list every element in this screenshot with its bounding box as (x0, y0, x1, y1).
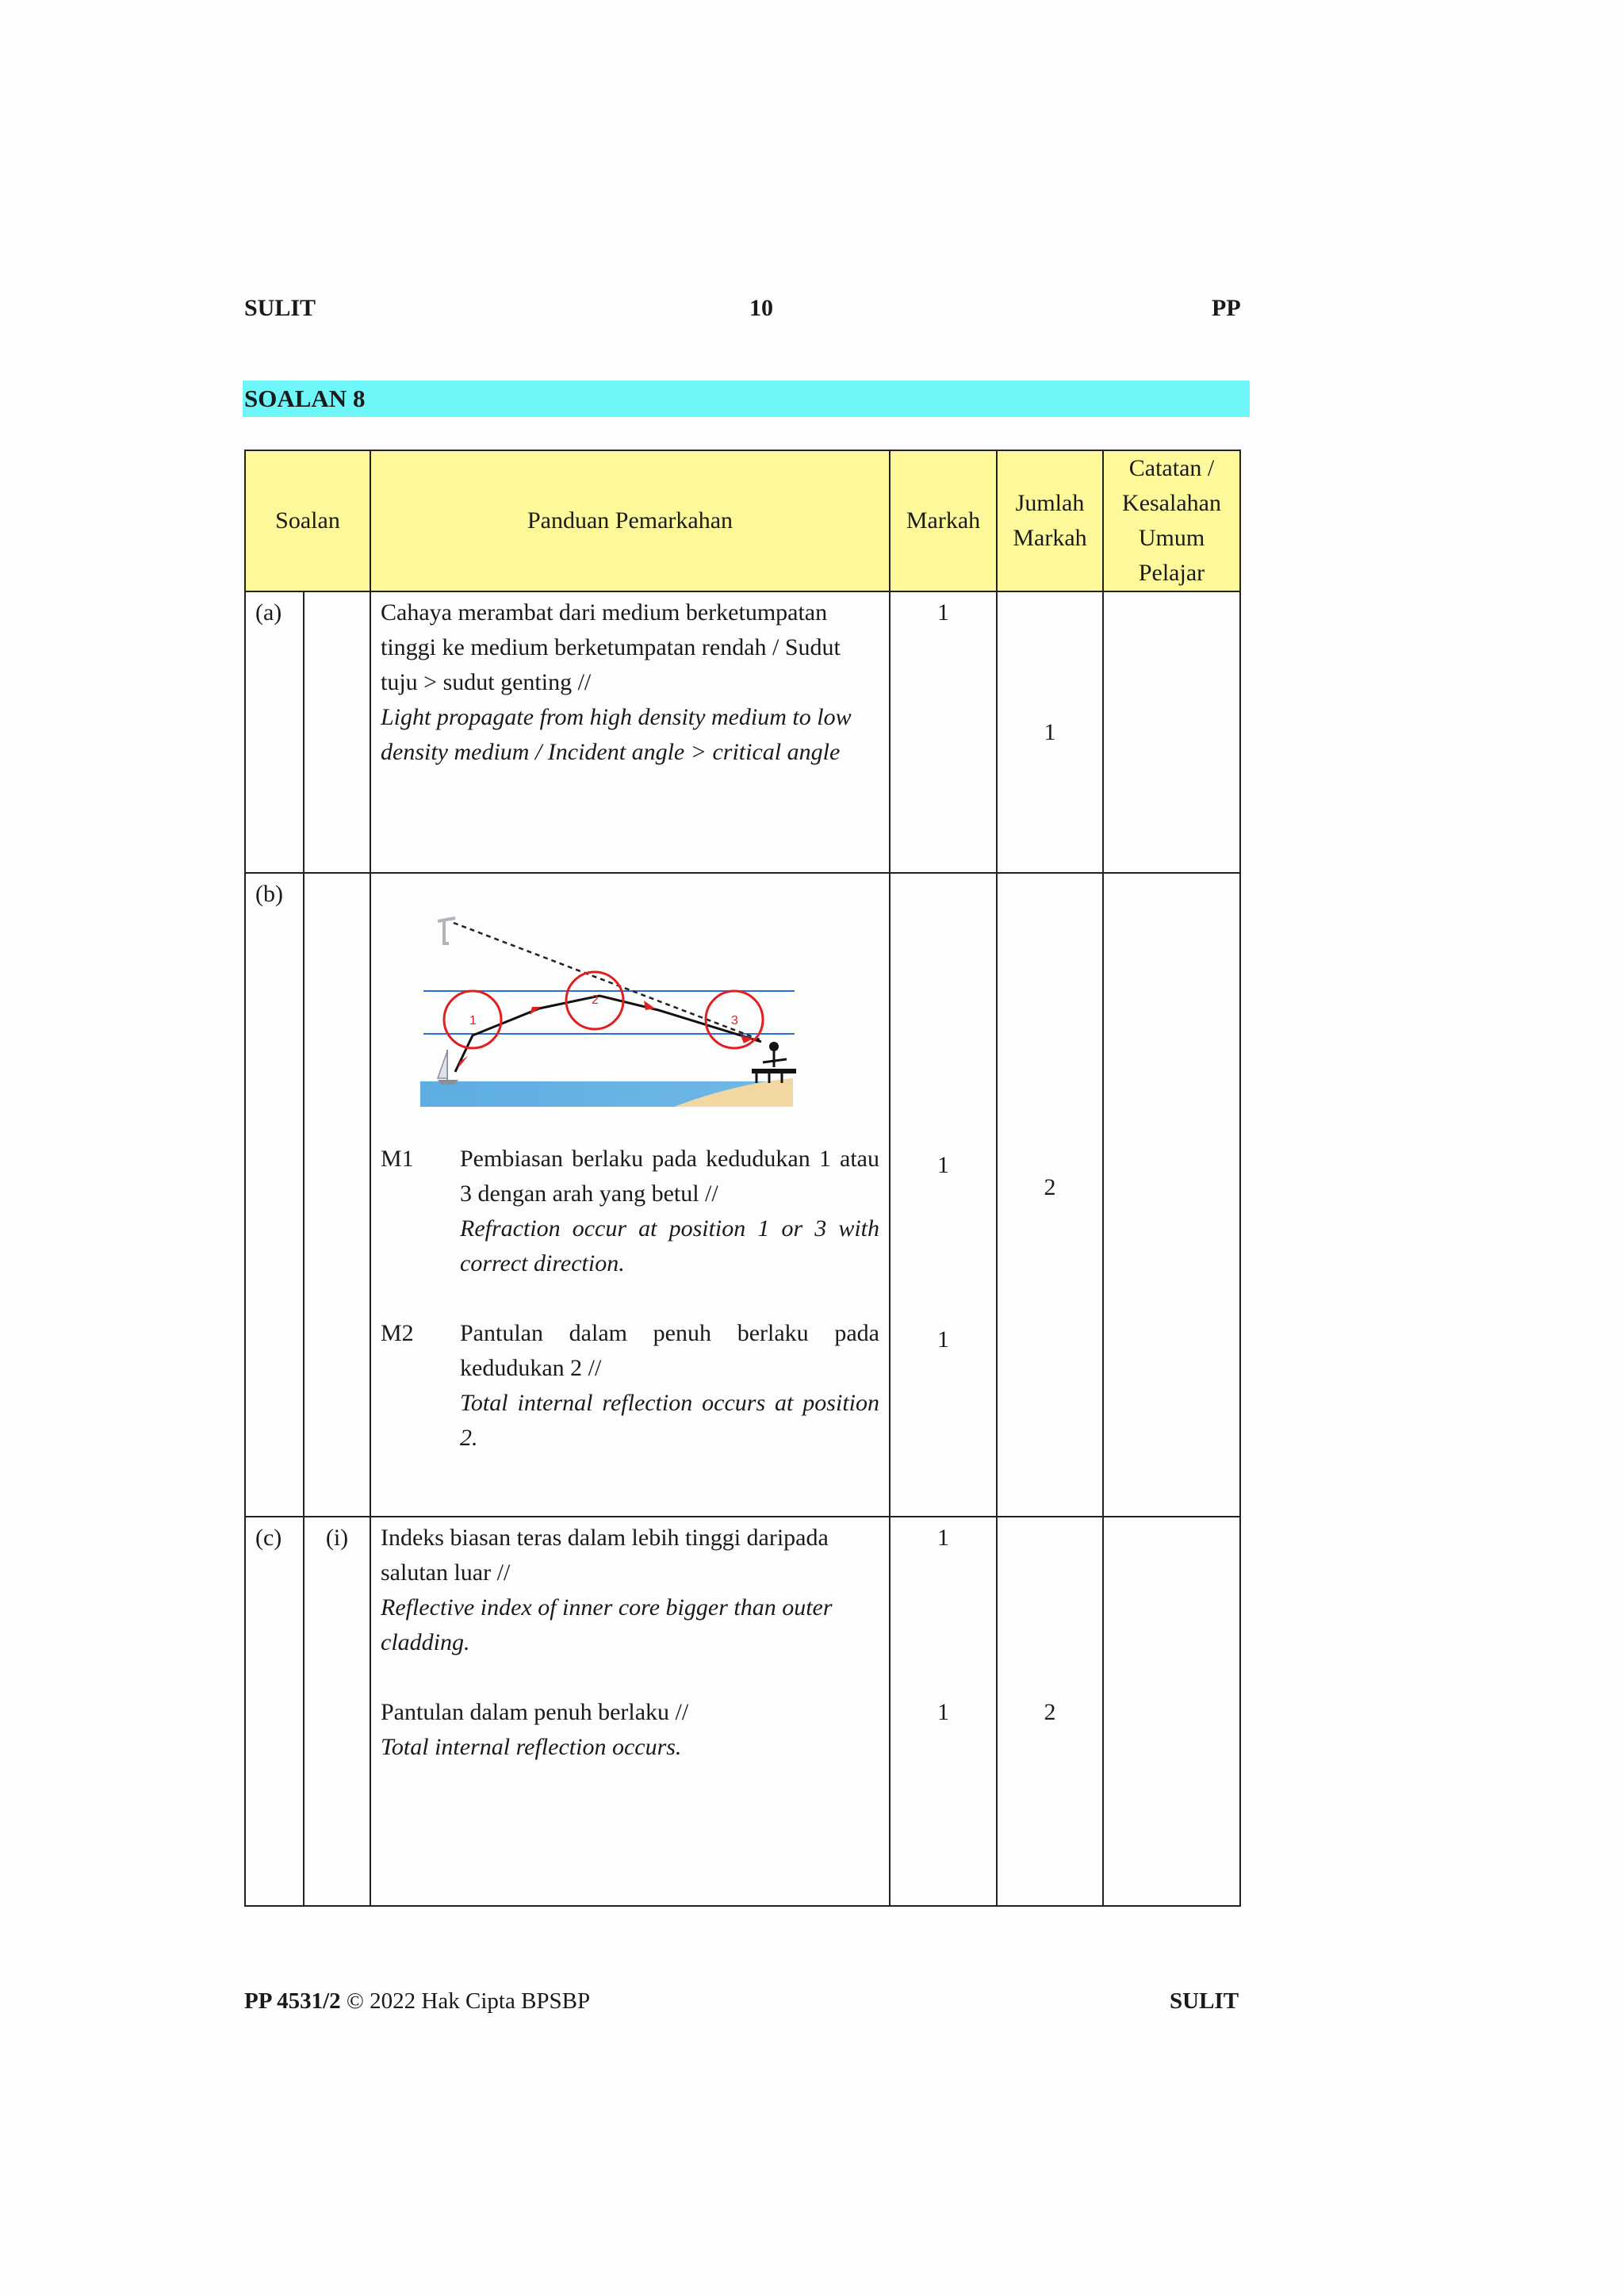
row-c-p2-en: Total internal reflection occurs. (381, 1734, 682, 1760)
col-header-soalan: Soalan (245, 450, 370, 591)
table-row-a (245, 591, 1240, 873)
table-row-b (245, 873, 1240, 1517)
sailboat-icon (438, 1050, 458, 1085)
row-c-jumlah-value: 2 (1044, 1699, 1056, 1725)
position-2-label: 2 (592, 993, 599, 1007)
row-a-text-en: Light propagate from high density medium to low density medium / Incident angle > critical angle (381, 704, 852, 765)
m2-point (381, 1316, 879, 1456)
row-c-p2-markah: 1 (937, 1699, 949, 1725)
header-sulit: SULIT (244, 295, 316, 321)
row-c-p1-markah: 1 (937, 1525, 949, 1551)
row-b-jumlah (997, 873, 1103, 1517)
row-b-sub (304, 873, 370, 1517)
row-c-guide (370, 1517, 890, 1906)
row-b-label: (b) (245, 873, 304, 1517)
row-a-text-ms: Cahaya merambat dari medium berketumpatan tinggi ke medium berketumpatan rendah / Sudut tuju > sudut genting // (381, 599, 841, 695)
row-c-sub: (i) (304, 1517, 370, 1906)
position-1-label: 1 (469, 1014, 477, 1027)
row-c-p1-ms: Indeks biasan teras dalam lebih tinggi daripada salutan luar // (381, 1525, 829, 1586)
col-header-panduan: Panduan Pemarkahan (370, 450, 890, 591)
m1-point (381, 1142, 879, 1281)
row-c-p1-en: Reflective index of inner core bigger than outer cladding. (381, 1594, 833, 1655)
col-header-jumlah: Jumlah Markah (997, 450, 1103, 591)
marking-scheme-table (244, 450, 1241, 1907)
m1-markah: 1 (937, 1152, 949, 1178)
footer-copyright: © 2022 Hak Cipta BPSBP (346, 1988, 591, 2014)
row-c-catatan (1103, 1517, 1240, 1906)
footer-code: PP 4531/2 (244, 1988, 341, 2014)
m2-text-ms: Pantulan dalam penuh berlaku pada kedudukan 2 // (460, 1320, 879, 1381)
row-a-label: (a) (245, 591, 304, 873)
row-b-jumlah-value: 2 (1044, 1174, 1056, 1200)
header-pp: PP (1212, 295, 1241, 321)
m1-label: M1 (381, 1146, 414, 1172)
row-c-markah (890, 1517, 997, 1906)
m2-label: M2 (381, 1320, 414, 1346)
row-a-catatan (1103, 591, 1240, 873)
ray-arrow-3 (644, 1001, 655, 1010)
page-number: 10 (749, 295, 773, 321)
table-header-row (245, 450, 1240, 591)
m2-markah: 1 (937, 1326, 949, 1353)
apparent-ray-dashed (454, 923, 761, 1040)
col-header-markah: Markah (890, 450, 997, 591)
position-3-label: 3 (731, 1014, 738, 1027)
row-a-markah: 1 (890, 591, 997, 873)
row-c-label: (c) (245, 1517, 304, 1906)
row-a-jumlah: 1 (997, 591, 1103, 873)
section-banner: SOALAN 8 (243, 381, 1250, 417)
row-a-sub (304, 591, 370, 873)
observer-icon (752, 1042, 796, 1083)
table-row-c (245, 1517, 1240, 1906)
light-path-diagram (420, 899, 817, 1118)
row-c-jumlah (997, 1517, 1103, 1906)
footer-sulit: SULIT (1170, 1988, 1239, 2014)
col-header-catatan: Catatan / Kesalahan Umum Pelajar (1103, 450, 1240, 591)
row-a-guide (370, 591, 890, 873)
row-b-catatan (1103, 873, 1240, 1517)
row-c-p2-ms: Pantulan dalam penuh berlaku // (381, 1699, 689, 1725)
m1-text-ms: Pembiasan berlaku pada kedudukan 1 atau 3 dengan arah yang betul // (460, 1146, 879, 1207)
m1-text-en: Refraction occur at position 1 or 3 with correct direction. (460, 1215, 879, 1276)
row-b-markah (890, 873, 997, 1517)
row-b-guide (370, 873, 890, 1517)
m2-text-en: Total internal reflection occurs at position 2. (460, 1390, 879, 1451)
footer-left (244, 1988, 590, 2015)
tower-icon (438, 918, 455, 943)
